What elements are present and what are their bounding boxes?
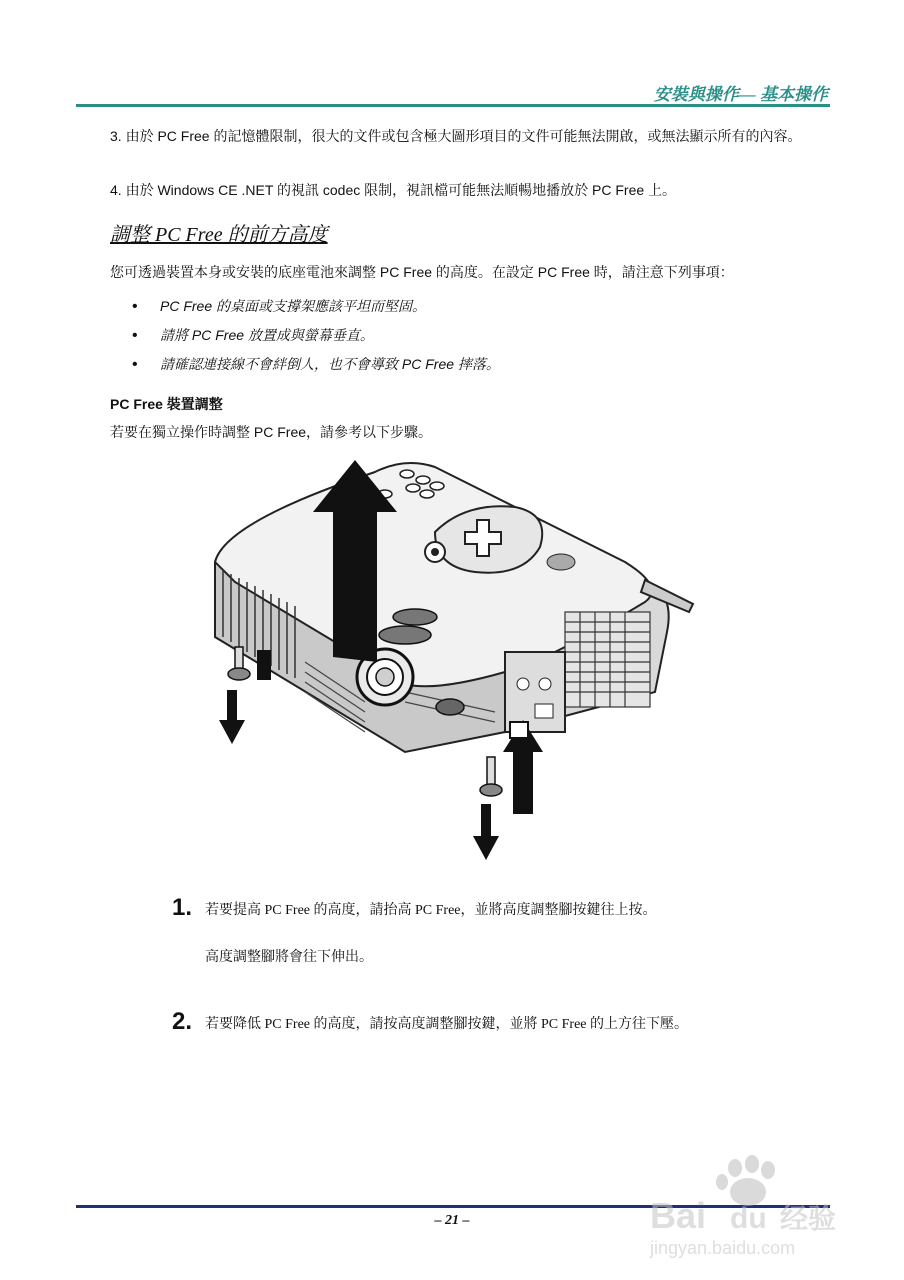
step-number: 2. [172,1008,193,1035]
step-text: 若要降低 PC Free 的高度，請按高度調整腳按鍵，並將 PC Free 的上方往下壓。 [205,1017,688,1032]
list-item: • 請確認連接線不會絆倒人，也不會導致 PC Free 摔落。 [130,350,500,379]
list-item: • 請將 PC Free 放置成與螢幕垂直。 [130,321,500,350]
list-item: • PC Free 的桌面或支撐架應該平坦而堅固。 [130,292,500,321]
section-title: 調整 PC Free 的前方高度 [110,224,328,246]
svg-text:du: du [730,1202,767,1235]
watermark-url: jingyan.baidu.com [650,1238,796,1258]
page-number: – 21 – [434,1213,470,1228]
projector-illustration [205,452,705,867]
down-arrow-right [473,804,499,860]
step-1-note: 高度調整腳將會往下伸出。 [205,950,373,965]
subsection-intro: 若要在獨立操作時調整 PC Free，請參考以下步驟。 [110,424,433,440]
header-rule [76,104,830,107]
svg-text:Bai: Bai [650,1195,707,1236]
left-foot [228,668,250,680]
paragraph-item-3: 3. 由於 PC Free 的記憶體限制，很大的文件或包含極大圖形項目的文件可能無法開啟，或無法顯示所有的內容。 [110,128,802,144]
section-intro: 您可透過裝置本身或安裝的底座電池來調整 PC Free 的高度。在設定 PC Free 時，請注意下列事項： [110,264,734,280]
connector-panel [505,652,565,732]
side-vent [565,612,650,707]
baidu-watermark-logo [640,1150,860,1260]
precaution-list [130,292,500,379]
right-foot [480,784,502,796]
paragraph-item-4: 4. 由於 Windows CE .NET 的視訊 codec 限制，視訊檔可能無法順暢地播放於 PC Free 上。 [110,182,677,198]
subsection-title: PC Free 裝置調整 [110,396,223,412]
step-text: 若要提高 PC Free 的高度，請抬高 PC Free，並將高度調整腳按鍵往上按。 [205,903,657,918]
header-title: 安裝與操作— 基本操作 [653,85,828,104]
step-number: 1. [172,894,193,921]
down-arrow-left [219,690,245,744]
svg-text:经验: 经验 [780,1202,837,1235]
foot-release-button [510,722,528,738]
